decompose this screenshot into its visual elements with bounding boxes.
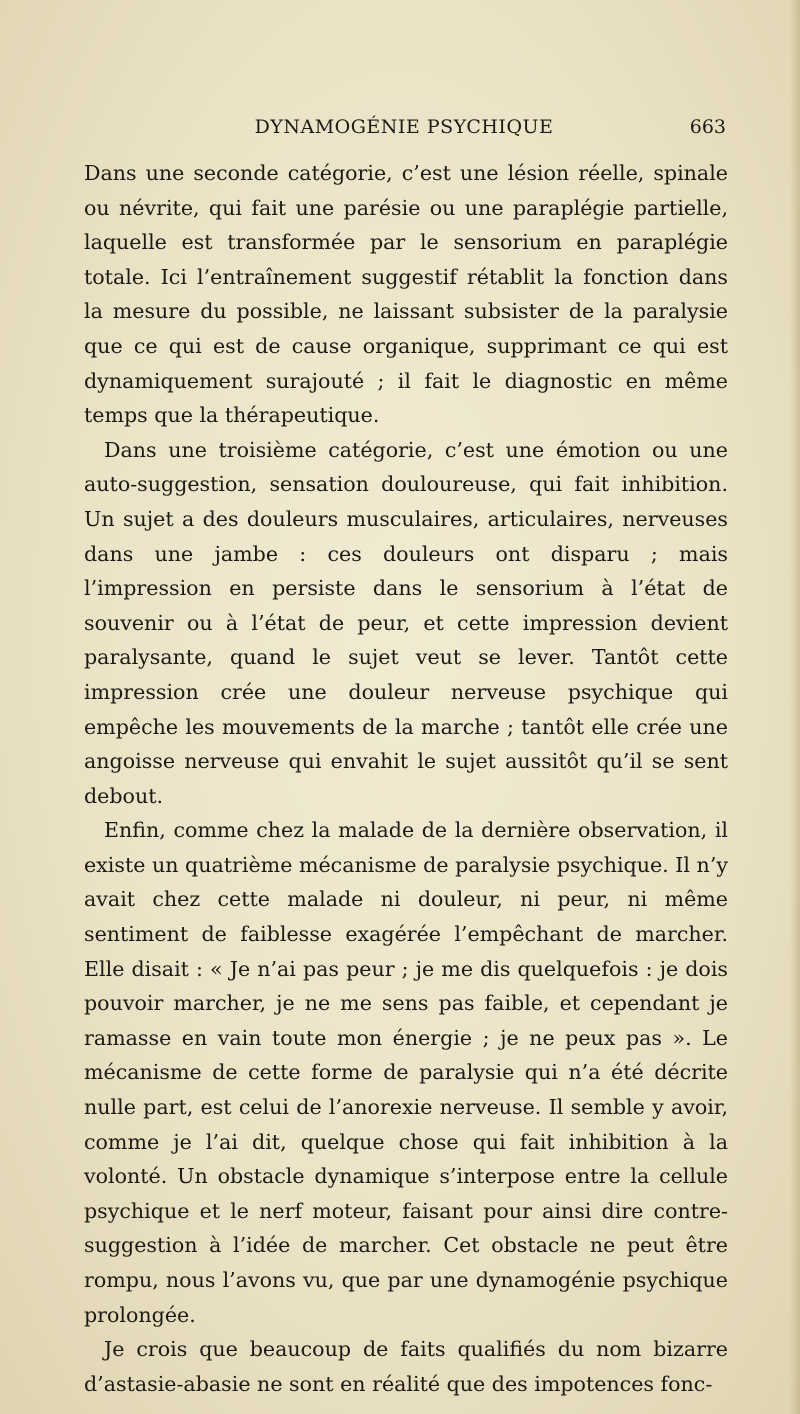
page-header xyxy=(82,116,726,146)
paragraph-1: Dans une seconde catégorie, c’est une lésion réelle, spinale ou névrite, qui fait une parésie ou une paraplégie partielle, laquelle est transformée par le sensorium en paraplégie totale. Ici l’entraînement suggestif rétablit la fonction dans la mesure du possible, ne laissant subsister de la paralysie que ce qui est de cause organique, supprimant ce qui est dynamiquement surajouté ; il fait le diagnostic en même temps que la thérapeutique. xyxy=(84,161,728,428)
page-edge-shadow xyxy=(790,0,800,1414)
paragraph-2: Dans une troisième catégorie, c’est une émotion ou une auto-suggestion, sensation douloureuse, qui fait inhibition. Un sujet a des douleurs musculaires, articulaires, nerveuses dans une jambe : ces douleurs ont disparu ; mais l’impression en persiste dans le sensorium à l’état de souvenir ou à l’état de peur, et cette impression devient paralysante, quand le sujet veut se lever. Tantôt cette impression crée une douleur nerveuse psychique qui empêche les mouvements de la marche ; tantôt elle crée une angoisse nerveuse qui envahit le sujet aussitôt qu’il se sent debout. xyxy=(84,437,728,808)
paragraph-4: Je crois que beaucoup de faits qualifiés du nom bizarre d’astasie-abasie ne sont en réalité que des impotences fonc- xyxy=(84,1337,728,1396)
page-number: 663 xyxy=(689,116,726,138)
running-title: DYNAMOGÉNIE PSYCHIQUE xyxy=(254,116,554,138)
paragraph-3: Enfin, comme chez la malade de la dernière observation, il existe un quatrième mécanisme de paralysie psychique. Il n’y avait chez cette malade ni douleur, ni peur, ni même sentiment de faiblesse exagérée l’empêchant de marcher. Elle disait : « Je n’ai pas peur ; je me dis quelquefois : je dois pouvoir marcher, je ne me sens pas faible, et cependant je ramasse en vain toute mon énergie ; je ne peux pas ». Le mécanisme de cette forme de paralysie qui n’a été décrite nulle part, est celui de l’anorexie nerveuse. Il semble y avoir, comme je l’ai dit, quelque chose qui fait inhibition à la volonté. Un obstacle dynamique s’interpose entre la cellule psychique et le nerf moteur, faisant pour ainsi dire contre-suggestion à l’idée de marcher. Cet obstacle ne peut être rompu, nous l’avons vu, que par une dynamogénie psychique prolongée. xyxy=(84,818,728,1327)
body-text xyxy=(84,156,728,1401)
